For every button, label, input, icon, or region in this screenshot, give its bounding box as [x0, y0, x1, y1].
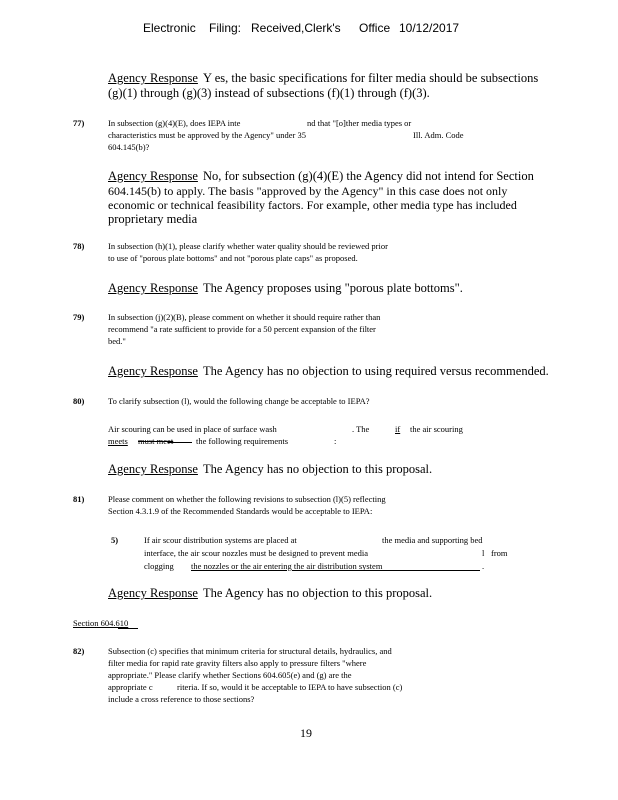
response-text: The Agency proposes using "porous plate bottoms". [203, 281, 463, 295]
response-text: The Agency has no objection to this proposal. [203, 462, 433, 476]
response-text: 604.145(b) to apply. The basis "approved by the Agency" in this case does not only [108, 184, 508, 198]
question-text: In subsection (j)(2)(B), please comment on whether it should require rather than [108, 312, 381, 322]
quote-text: the following requirements [196, 436, 289, 446]
question-number: 81) [73, 494, 85, 504]
header-filing: Filing: [209, 21, 242, 35]
quote-text: : [334, 436, 337, 446]
subitem-insertion: the nozzles or the air entering the air distribution system [191, 561, 383, 571]
question-text: filter media for rapid rate gravity filters also apply to pressure filters "where [108, 658, 367, 668]
subitem-text: clogging [144, 561, 174, 571]
subitem-text: interface, the air scour nozzles must be designed to prevent media [144, 548, 368, 558]
subitem-number: 5) [111, 535, 119, 545]
response-text: proprietary media [108, 212, 198, 226]
question-text: recommend "a rate sufficient to provide for a 50 percent expansion of the filter [108, 324, 376, 334]
question-text: nd that "[o]ther media types or [307, 118, 412, 128]
quote-text: the air scouring [410, 424, 463, 434]
header-date: 10/12/2017 [399, 21, 460, 35]
question-text: bed." [108, 336, 126, 346]
agency-response-label: Agency Response [108, 364, 198, 378]
question-text: riteria. If so, would it be acceptable to IEPA to have subsection (c) [177, 682, 403, 692]
quote-insertion: if [395, 424, 401, 434]
quote-text: Air scouring can be used in place of surface wash [108, 424, 277, 434]
subitem-text: If air scour distribution systems are placed at [144, 535, 297, 545]
response-text: economic or technical feasibility factors. For example, other media type has included [108, 198, 517, 212]
response-text: The Agency has no objection to using required versus recommended. [203, 364, 549, 378]
quote-insertion: meets [108, 436, 128, 446]
question-text: to use of "porous plate bottoms" and not "porous plate caps" as proposed. [108, 253, 358, 263]
question-text: To clarify subsection (l), would the following change be acceptable to IEPA? [108, 396, 370, 406]
agency-response-label: Agency Response [108, 281, 198, 295]
question-text: Section 4.3.1.9 of the Recommended Standards would be acceptable to IEPA: [108, 506, 373, 516]
subitem-text: l [482, 548, 485, 558]
agency-response-label: Agency Response [108, 586, 198, 600]
subitem-text: the media and supporting bed [382, 535, 483, 545]
section-heading: Section 604.610 [73, 618, 129, 628]
question-text: In subsection (g)(4)(E), does IEPA inte [108, 118, 241, 128]
header-electronic: Electronic [143, 21, 196, 35]
question-number: 80) [73, 396, 85, 406]
question-text: 604.145(b)? [108, 142, 150, 152]
quote-deletion: must meet [138, 436, 174, 446]
question-number: 78) [73, 241, 85, 251]
question-text: appropriate c [108, 682, 153, 692]
question-text: appropriate." Please clarify whether Sections 604.605(e) and (g) are the [108, 670, 352, 680]
agency-response-label: Agency Response [108, 169, 198, 183]
response-text: Y es, the basic specifications for filter media should be subsections [203, 71, 539, 85]
page-number: 19 [300, 726, 312, 740]
response-text: (g)(1) through (g)(3) instead of subsections (f)(1) through (f)(3). [108, 86, 430, 100]
question-number: 79) [73, 312, 85, 322]
response-text: No, for subsection (g)(4)(E) the Agency did not intend for Section [203, 169, 534, 183]
question-text: In subsection (h)(1), please clarify whether water quality should be reviewed prior [108, 241, 388, 251]
question-number: 77) [73, 118, 85, 128]
question-text: Please comment on whether the following revisions to subsection (l)(5) reflecting [108, 494, 386, 504]
question-text: Subsection (c) specifies that minimum criteria for structural details, hydraulics, and [108, 646, 392, 656]
subitem-text: . [482, 561, 485, 571]
subitem-text: from [491, 548, 508, 558]
question-text: characteristics must be approved by the Agency" under 35 [108, 130, 306, 140]
response-text: The Agency has no objection to this proposal. [203, 586, 433, 600]
question-number: 82) [73, 646, 85, 656]
quote-text: . The [352, 424, 370, 434]
header-received: Received,Clerk's [251, 21, 341, 35]
agency-response-label: Agency Response [108, 71, 198, 85]
question-text: include a cross reference to those sections? [108, 694, 255, 704]
header-office: Office [359, 21, 391, 35]
agency-response-label: Agency Response [108, 462, 198, 476]
question-text: Ill. Adm. Code [413, 130, 464, 140]
